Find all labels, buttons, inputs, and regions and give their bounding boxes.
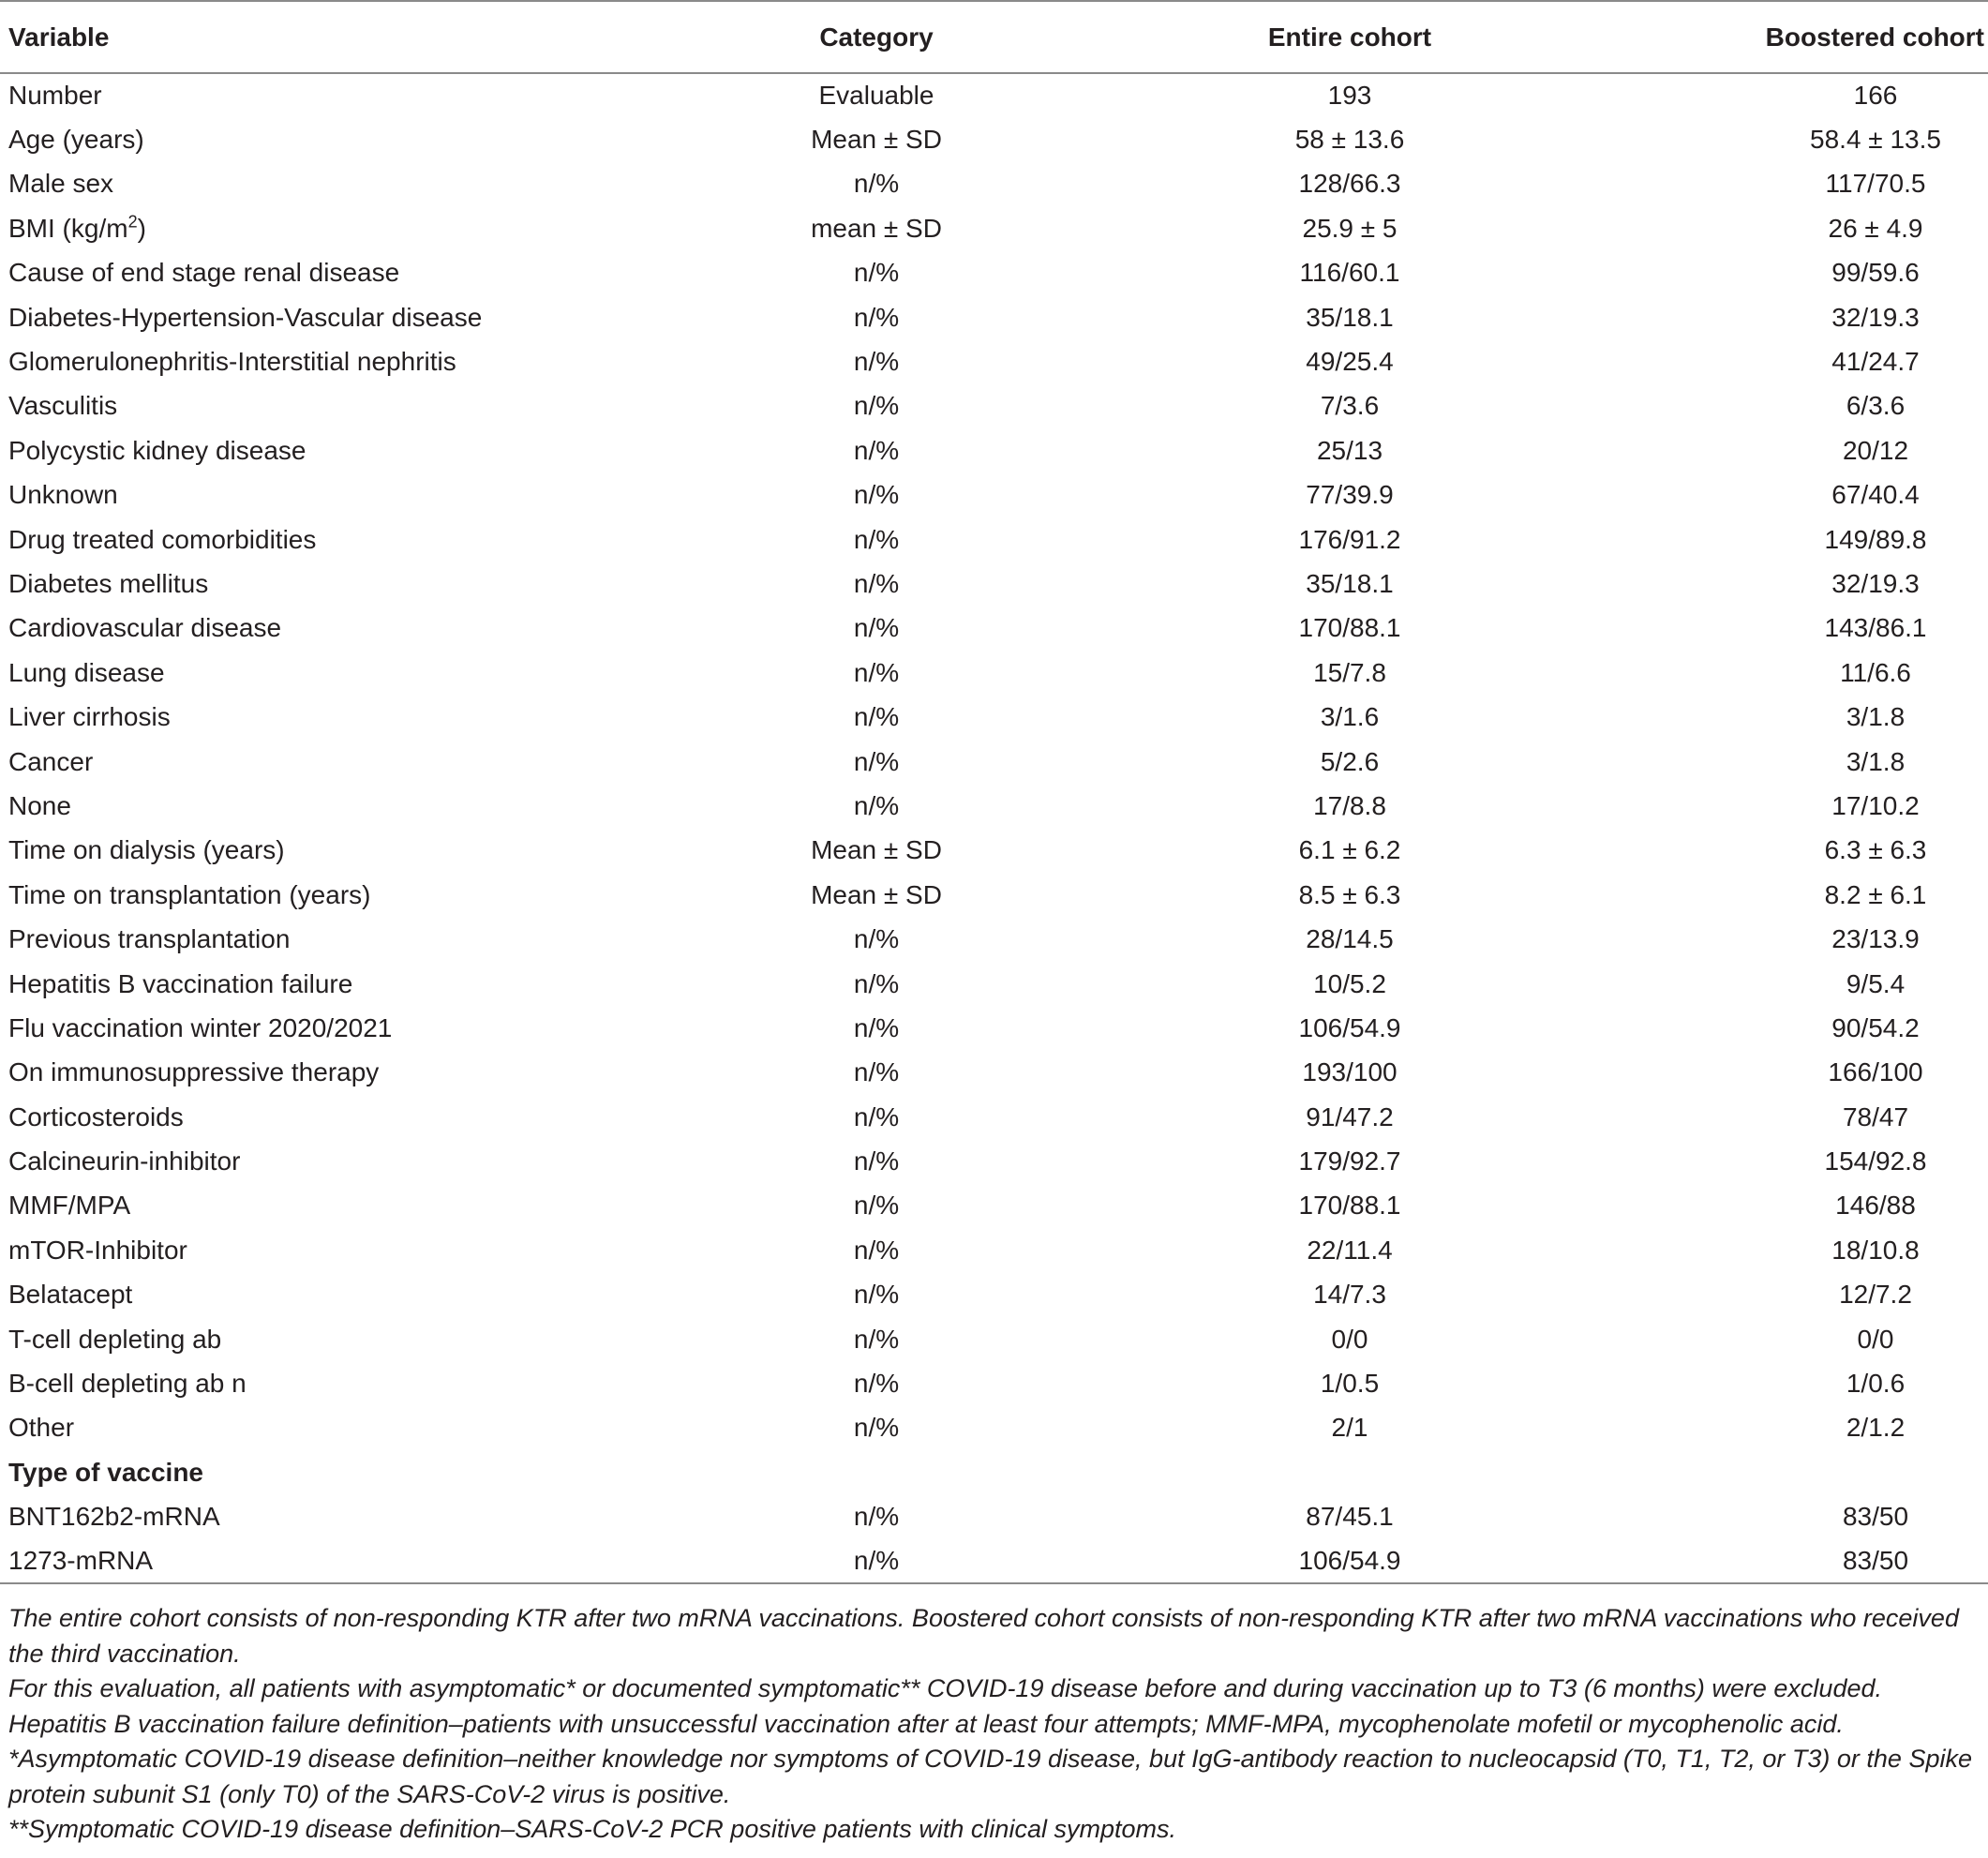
boostered-value: 83/50 — [1842, 1502, 1909, 1532]
boostered-value: 6/3.6 — [1846, 391, 1906, 421]
variable-label: Time on dialysis (years) — [8, 835, 285, 865]
cell-category: n/% — [853, 613, 900, 643]
cell-boostered-cohort — [1659, 473, 1988, 517]
cell-boostered-cohort — [1659, 873, 1988, 917]
cell-boostered-cohort — [1659, 784, 1988, 828]
cell-category: n/% — [853, 1235, 900, 1265]
cell-boostered-cohort — [1659, 562, 1988, 606]
table-row — [0, 473, 1988, 517]
boostered-value: 117/70.5 — [1825, 169, 1926, 199]
cell-boostered-cohort — [1659, 695, 1988, 739]
cell-variable — [0, 1495, 712, 1539]
table-section-row — [0, 1450, 1988, 1494]
variable-label: Belatacept — [8, 1280, 133, 1310]
cell-boostered-cohort — [1659, 1317, 1988, 1361]
cell-boostered-cohort — [1659, 1228, 1988, 1272]
cell-entire-cohort: 22/11.4 — [1307, 1235, 1393, 1265]
cell-entire-cohort: 3/1.6 — [1320, 702, 1380, 732]
cell-variable — [0, 384, 712, 428]
boostered-value: 166/100 — [1828, 1057, 1923, 1087]
cell-category: n/% — [853, 1057, 900, 1087]
variable-label: Time on transplantation (years) — [8, 879, 371, 909]
variable-label: Drug treated comorbidities — [8, 524, 317, 554]
cell-entire-cohort: 6.1 ± 6.2 — [1298, 835, 1401, 865]
cell-category: n/% — [853, 480, 900, 510]
boostered-value: 58.4 ± 13.5 — [1810, 125, 1941, 155]
table-row — [0, 562, 1988, 606]
table-row — [0, 1051, 1988, 1095]
boostered-value: 146/88 — [1835, 1191, 1916, 1221]
variable-label: BMI (kg/m — [8, 213, 128, 243]
cell-category: n/% — [853, 1101, 900, 1131]
cell-category: Evaluable — [818, 81, 934, 111]
cell-entire-cohort: 77/39.9 — [1306, 480, 1394, 510]
table-row — [0, 784, 1988, 828]
cell-boostered-cohort — [1659, 1051, 1988, 1095]
cell-category: n/% — [853, 924, 900, 954]
boostered-value: 20/12 — [1842, 435, 1909, 465]
table-row — [0, 73, 1988, 117]
cell-category: n/% — [853, 657, 900, 687]
variable-label: 1273-mRNA — [8, 1546, 154, 1576]
cell-variable — [0, 829, 712, 873]
cell-entire-cohort: 170/88.1 — [1298, 613, 1401, 643]
cell-category: n/% — [853, 1502, 900, 1532]
boostered-value: 9/5.4 — [1846, 968, 1906, 998]
table-row — [0, 1406, 1988, 1450]
cell-entire-cohort: 17/8.8 — [1313, 790, 1386, 820]
cell-entire-cohort: 15/7.8 — [1313, 657, 1386, 687]
variable-label: Cause of end stage renal disease — [8, 258, 400, 288]
variable-label: Diabetes mellitus — [8, 568, 209, 598]
cell-variable — [0, 1273, 712, 1317]
variable-label: Vasculitis — [8, 391, 118, 421]
cell-boostered-cohort — [1659, 1273, 1988, 1317]
cell-entire-cohort: 1/0.5 — [1320, 1369, 1380, 1399]
cell-entire-cohort: 5/2.6 — [1320, 746, 1380, 776]
cell-boostered-cohort — [1659, 1450, 1988, 1494]
cell-variable — [0, 473, 712, 517]
cell-entire-cohort: 8.5 ± 6.3 — [1298, 879, 1401, 909]
variable-label: Polycystic kidney disease — [8, 435, 306, 465]
cell-variable — [0, 873, 712, 917]
variable-label: Cancer — [8, 746, 94, 776]
cell-category: n/% — [853, 1413, 900, 1443]
variable-label: Calcineurin-inhibitor — [8, 1146, 241, 1176]
table-row — [0, 1006, 1988, 1050]
table-row — [0, 1539, 1988, 1583]
footnote: **Symptomatic COVID-19 disease definition–SARS-CoV-2 PCR positive patients with clinical symptoms. — [8, 1815, 1176, 1843]
variable-label: Other — [8, 1413, 75, 1443]
header-variable: Variable — [0, 1, 712, 73]
table-row — [0, 873, 1988, 917]
cell-entire-cohort: 106/54.9 — [1298, 1012, 1401, 1042]
cell-boostered-cohort — [1659, 428, 1988, 472]
table-row — [0, 117, 1988, 161]
cell-variable — [0, 1450, 712, 1494]
variable-label: Previous transplantation — [8, 924, 291, 954]
cell-category: n/% — [853, 1146, 900, 1176]
cell-boostered-cohort — [1659, 740, 1988, 784]
variable-label: None — [8, 790, 71, 820]
cell-boostered-cohort — [1659, 517, 1988, 562]
variable-label: Lung disease — [8, 657, 165, 687]
boostered-value: 32/19.3 — [1831, 302, 1920, 332]
cell-entire-cohort: 25/13 — [1316, 435, 1383, 465]
cell-variable — [0, 1184, 712, 1228]
cell-boostered-cohort — [1659, 1406, 1988, 1450]
cell-category: Mean ± SD — [811, 125, 942, 155]
table-row — [0, 206, 1988, 250]
cell-category: n/% — [853, 1324, 900, 1354]
cell-category: mean ± SD — [811, 213, 942, 243]
cell-variable — [0, 428, 712, 472]
cell-category: n/% — [853, 169, 900, 199]
table-row — [0, 339, 1988, 383]
header-boostered-cohort: Boostered cohort — [1659, 1, 1988, 73]
footnote: The entire cohort consists of non-responding KTR after two mRNA vaccinations. Boostered cohort consists of non-responding KTR after two mRNA vaccinations who received the third vaccination. — [8, 1604, 1959, 1668]
cell-category: n/% — [853, 435, 900, 465]
cell-variable — [0, 607, 712, 651]
cell-variable — [0, 562, 712, 606]
table-footnotes — [8, 1601, 1984, 1848]
cell-entire-cohort: 28/14.5 — [1306, 924, 1394, 954]
table-row — [0, 428, 1988, 472]
table-row — [0, 1273, 1988, 1317]
boostered-value: 11/6.6 — [1840, 657, 1911, 687]
boostered-value: 67/40.4 — [1831, 480, 1920, 510]
table-row — [0, 1361, 1988, 1405]
cell-boostered-cohort — [1659, 251, 1988, 295]
table-row — [0, 295, 1988, 339]
table-header — [0, 1, 1988, 73]
table-row — [0, 251, 1988, 295]
header-row — [0, 1, 1988, 73]
cell-entire-cohort: 7/3.6 — [1320, 391, 1380, 421]
cell-variable — [0, 1228, 712, 1272]
boostered-value: 23/13.9 — [1831, 924, 1920, 954]
variable-label-suffix: ) — [137, 213, 146, 243]
variable-label: On immunosuppressive therapy — [8, 1057, 380, 1087]
table-row — [0, 651, 1988, 695]
cell-entire-cohort: 14/7.3 — [1313, 1280, 1386, 1310]
cell-variable — [0, 917, 712, 961]
cell-variable — [0, 1051, 712, 1095]
cell-category: n/% — [853, 1191, 900, 1221]
variable-label: Number — [8, 81, 102, 111]
cell-variable — [0, 695, 712, 739]
cell-entire-cohort: 193/100 — [1302, 1057, 1398, 1087]
table-row — [0, 517, 1988, 562]
variable-label: Flu vaccination winter 2020/2021 — [8, 1012, 393, 1042]
variable-label: B-cell depleting ab n — [8, 1369, 247, 1399]
boostered-value: 83/50 — [1842, 1546, 1909, 1576]
variable-label: Unknown — [8, 480, 118, 510]
cell-boostered-cohort — [1659, 917, 1988, 961]
boostered-value: 143/86.1 — [1824, 613, 1927, 643]
boostered-value: 166 — [1853, 81, 1898, 111]
cell-variable — [0, 162, 712, 206]
cell-entire-cohort — [1040, 1450, 1659, 1494]
cell-entire-cohort: 106/54.9 — [1040, 1539, 1659, 1583]
cell-entire-cohort: 193 — [1327, 81, 1372, 111]
cell-variable — [0, 1361, 712, 1405]
cell-variable — [0, 1539, 712, 1583]
cell-variable — [0, 784, 712, 828]
cell-variable — [0, 73, 712, 117]
cell-entire-cohort: 35/18.1 — [1306, 302, 1394, 332]
cell-boostered-cohort — [1659, 73, 1988, 117]
variable-label: BNT162b2-mRNA — [8, 1502, 220, 1532]
boostered-value: 8.2 ± 6.1 — [1824, 879, 1927, 909]
cell-boostered-cohort — [1659, 651, 1988, 695]
cell-category: n/% — [853, 746, 900, 776]
cell-category: n/% — [853, 568, 900, 598]
variable-label: Glomerulonephritis-Interstitial nephritis — [8, 347, 456, 377]
cell-variable — [0, 517, 712, 562]
boostered-value: 154/92.8 — [1824, 1146, 1927, 1176]
cell-boostered-cohort — [1659, 295, 1988, 339]
table-row — [0, 1095, 1988, 1139]
cell-category: n/% — [853, 1369, 900, 1399]
boostered-value: 18/10.8 — [1831, 1235, 1920, 1265]
cell-category: n/% — [853, 1280, 900, 1310]
cell-category: n/% — [853, 702, 900, 732]
cell-variable — [0, 740, 712, 784]
cell-boostered-cohort — [1659, 1184, 1988, 1228]
cell-boostered-cohort — [1659, 162, 1988, 206]
boostered-value: 0/0 — [1857, 1324, 1894, 1354]
cell-boostered-cohort — [1659, 829, 1988, 873]
cell-category: n/% — [712, 1539, 1040, 1583]
cell-boostered-cohort — [1659, 339, 1988, 383]
table-row — [0, 1317, 1988, 1361]
cell-variable — [0, 206, 712, 250]
cell-variable — [0, 962, 712, 1006]
cell-entire-cohort: 58 ± 13.6 — [1294, 125, 1405, 155]
header-entire-cohort: Entire cohort — [1040, 1, 1659, 73]
cell-category: n/% — [853, 524, 900, 554]
cell-boostered-cohort — [1659, 962, 1988, 1006]
variable-label: Cardiovascular disease — [8, 613, 282, 643]
cell-category: n/% — [853, 790, 900, 820]
table-row — [0, 740, 1988, 784]
footnote: *Asymptomatic COVID-19 disease definition–neither knowledge nor symptoms of COVID-19 disease, but IgG-antibody reaction to nucleocapsid (T0, T1, T2, or T3) or the Spike protein subunit S1 (only T0) of the SARS-CoV-2 virus is positive. — [8, 1745, 1972, 1808]
table-row — [0, 384, 1988, 428]
boostered-value: 3/1.8 — [1846, 702, 1906, 732]
cell-category: Mean ± SD — [811, 879, 942, 909]
cell-boostered-cohort — [1659, 206, 1988, 250]
variable-label: mTOR-Inhibitor — [8, 1235, 187, 1265]
boostered-value: 2/1.2 — [1846, 1413, 1906, 1443]
cell-category: n/% — [853, 968, 900, 998]
cell-entire-cohort: 91/47.2 — [1306, 1101, 1394, 1131]
cell-variable — [0, 651, 712, 695]
cell-variable — [0, 339, 712, 383]
cell-boostered-cohort — [1659, 1139, 1988, 1183]
cell-variable — [0, 1006, 712, 1050]
cell-category — [712, 1450, 1040, 1494]
variable-label: Corticosteroids — [8, 1101, 184, 1131]
boostered-value: 90/54.2 — [1831, 1012, 1920, 1042]
cell-category: n/% — [853, 258, 900, 288]
variable-label: Hepatitis B vaccination failure — [8, 968, 353, 998]
boostered-value: 1/0.6 — [1846, 1369, 1906, 1399]
cell-entire-cohort: 176/91.2 — [1298, 524, 1401, 554]
boostered-value: 32/19.3 — [1831, 568, 1920, 598]
cell-boostered-cohort — [1659, 1006, 1988, 1050]
table-row — [0, 1139, 1988, 1183]
cell-variable — [0, 117, 712, 161]
table-row — [0, 917, 1988, 961]
cell-entire-cohort: 128/66.3 — [1298, 169, 1401, 199]
cell-entire-cohort: 35/18.1 — [1306, 568, 1394, 598]
table-row — [0, 962, 1988, 1006]
cell-entire-cohort: 116/60.1 — [1299, 258, 1400, 288]
variable-label: MMF/MPA — [8, 1191, 131, 1221]
boostered-value: 78/47 — [1842, 1101, 1909, 1131]
cell-category: n/% — [853, 347, 900, 377]
boostered-value: 41/24.7 — [1831, 347, 1920, 377]
cell-boostered-cohort — [1659, 1495, 1988, 1539]
table-row — [0, 1184, 1988, 1228]
cell-category: n/% — [853, 302, 900, 332]
variable-label: Type of vaccine — [8, 1457, 204, 1487]
cell-entire-cohort: 49/25.4 — [1306, 347, 1394, 377]
variable-label: Age (years) — [8, 125, 144, 155]
table-row — [0, 162, 1988, 206]
cell-boostered-cohort — [1659, 607, 1988, 651]
cell-entire-cohort: 2/1 — [1331, 1413, 1368, 1443]
cell-entire-cohort: 10/5.2 — [1313, 968, 1386, 998]
cell-category: Mean ± SD — [811, 835, 942, 865]
variable-superscript: 2 — [127, 212, 138, 232]
cell-boostered-cohort — [1659, 1539, 1988, 1583]
boostered-value: 3/1.8 — [1846, 746, 1906, 776]
boostered-value: 6.3 ± 6.3 — [1824, 835, 1927, 865]
variable-label: Liver cirrhosis — [8, 702, 171, 732]
header-category: Category — [712, 1, 1040, 73]
cell-entire-cohort: 179/92.7 — [1298, 1146, 1401, 1176]
cell-boostered-cohort — [1659, 384, 1988, 428]
cell-boostered-cohort — [1659, 117, 1988, 161]
variable-label: T-cell depleting ab — [8, 1324, 222, 1354]
boostered-value: 17/10.2 — [1831, 790, 1920, 820]
cell-boostered-cohort — [1659, 1361, 1988, 1405]
cell-entire-cohort: 25.9 ± 5 — [1302, 213, 1398, 243]
cell-boostered-cohort — [1659, 1095, 1988, 1139]
table-row — [0, 695, 1988, 739]
table-row — [0, 607, 1988, 651]
cell-category: n/% — [853, 1012, 900, 1042]
cell-variable — [0, 1139, 712, 1183]
table-row — [0, 1495, 1988, 1539]
cell-category: n/% — [853, 391, 900, 421]
cell-variable — [0, 251, 712, 295]
boostered-value: 26 ± 4.9 — [1828, 213, 1923, 243]
footnote: Hepatitis B vaccination failure definition–patients with unsuccessful vaccination after at least four attempts; MMF-MPA, mycophenolate mofetil or mycophenolic acid. — [8, 1709, 1844, 1738]
cell-variable — [0, 1406, 712, 1450]
cell-variable — [0, 1095, 712, 1139]
table-row — [0, 1228, 1988, 1272]
variable-label: Diabetes-Hypertension-Vascular disease — [8, 302, 483, 332]
boostered-value: 99/59.6 — [1831, 258, 1920, 288]
cell-entire-cohort: 0/0 — [1331, 1324, 1368, 1354]
cell-variable — [0, 1317, 712, 1361]
cell-entire-cohort: 87/45.1 — [1306, 1502, 1394, 1532]
variable-label: Male sex — [8, 169, 114, 199]
boostered-value: 149/89.8 — [1824, 524, 1927, 554]
cell-variable — [0, 295, 712, 339]
table-row — [0, 829, 1988, 873]
footnote: For this evaluation, all patients with asymptomatic* or documented symptomatic** COVID-19 disease before and during vaccination up to T3 (6 months) were excluded. — [8, 1674, 1882, 1702]
cell-entire-cohort: 170/88.1 — [1298, 1191, 1401, 1221]
table-body — [0, 73, 1988, 1583]
boostered-value: 12/7.2 — [1839, 1280, 1912, 1310]
